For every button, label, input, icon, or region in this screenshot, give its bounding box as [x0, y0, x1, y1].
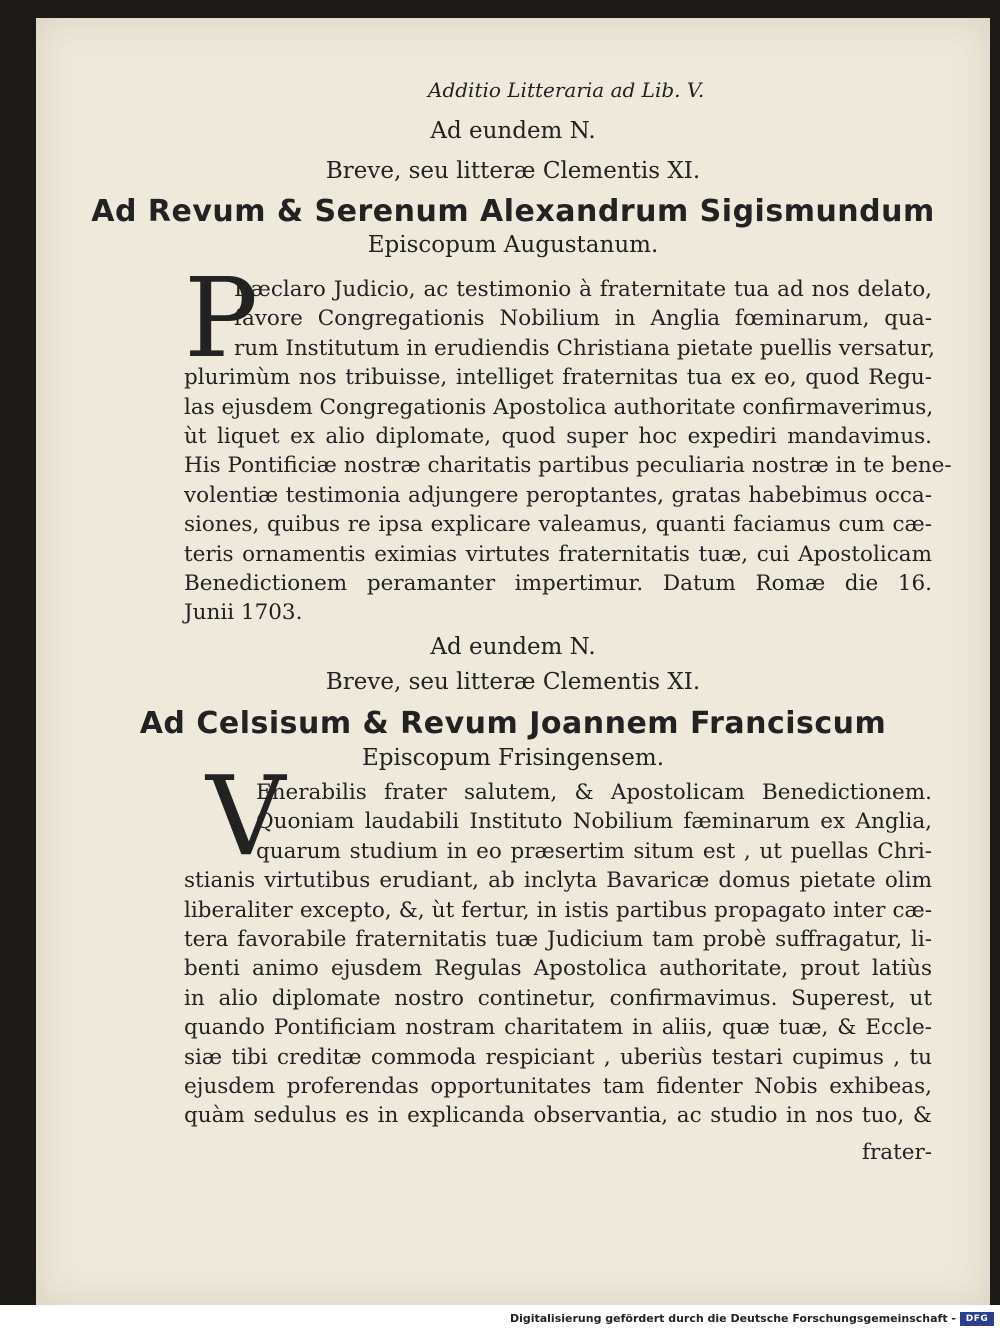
- text-line: volentiæ testimonia adjungere peroptantes, gratas habebimus occa-: [184, 482, 932, 508]
- dfg-logo: DFG: [960, 1312, 994, 1326]
- running-head: Additio Litteraria ad Lib. V.: [428, 78, 705, 102]
- text-line: in alio diplomate nostro continetur, confirmavimus. Superest, ut: [184, 985, 932, 1011]
- text-line: Junii 1703.: [184, 600, 303, 626]
- letter1-dropcap: P: [184, 254, 259, 382]
- text-line: quarum studium in eo præsertim situm est , ut puellas Chri-: [256, 838, 932, 864]
- letter2-body: [184, 778, 932, 1131]
- text-line: His Pontificiæ nostræ charitatis partibus peculiaria nostræ in te bene-: [184, 453, 952, 479]
- text-line: quàm sedulus es in explicanda observantia, ac studio in nos tuo, &: [184, 1103, 932, 1129]
- letter1-office: Episcopum Augustanum.: [367, 232, 659, 258]
- text-line: siones, quibus re ipsa explicare valeamus, quanti faciamus cum cæ-: [184, 512, 932, 538]
- letter1-breve: Breve, seu litteræ Clementis XI.: [325, 158, 701, 184]
- text-line: quando Pontificiam nostram charitatem in aliis, quæ tuæ, & Eccle-: [184, 1015, 932, 1041]
- text-line: tera favorabile fraternitatis tuæ Judicium tam probè suffragatur, li-: [184, 927, 932, 953]
- letter1-addressee: Ad Revum & Serenum Alexandrum Sigismundum: [91, 194, 935, 229]
- letter2-breve: Breve, seu litteræ Clementis XI.: [325, 669, 701, 695]
- letter1-to: Ad eundem N.: [430, 118, 596, 144]
- book-page: [36, 18, 990, 1305]
- text-line: favore Congregationis Nobilium in Anglia fœminarum, qua-: [234, 306, 932, 332]
- text-line: plurimùm nos tribuisse, intelliget fraternitas tua ex eo, quod Regu-: [184, 365, 932, 391]
- text-line: benti animo ejusdem Regulas Apostolica authoritate, prout latiùs: [184, 956, 932, 982]
- text-line: stianis virtutibus erudiant, ab inclyta Bavaricæ domus pietate olim: [184, 868, 932, 894]
- footer-credit: Digitalisierung gefördert durch die Deutsche Forschungsgemeinschaft -: [509, 1312, 956, 1325]
- catchword: frater-: [862, 1140, 932, 1165]
- text-line: Benedictionem peramanter impertimur. Datum Romæ die 16.: [184, 571, 932, 597]
- letter2-office: Episcopum Frisingensem.: [361, 745, 665, 771]
- text-line: rum Institutum in erudiendis Christiana pietate puellis versatur,: [234, 335, 935, 361]
- text-line: Quoniam laudabili Instituto Nobilium fæminarum ex Anglia,: [256, 809, 932, 835]
- text-line: liberaliter excepto, &, ùt fertur, in istis partibus propagato inter cæ-: [184, 897, 932, 923]
- text-line: las ejusdem Congregationis Apostolica authoritate confirmaverimus,: [184, 394, 934, 420]
- footer-bar: [0, 1305, 1000, 1333]
- letter2-addressee: Ad Celsisum & Revum Joannem Franciscum: [139, 706, 887, 741]
- text-line: Enerabilis frater salutem, & Apostolicam Benedictionem.: [256, 780, 932, 805]
- text-line: teris ornamentis eximias virtutes fraternitatis tuæ, cui Apostolicam: [184, 541, 932, 567]
- letter1-body: [184, 275, 952, 628]
- letter2-to: Ad eundem N.: [430, 634, 596, 660]
- text-line: ùt liquet ex alio diplomate, quod super hoc expediri mandavimus.: [184, 424, 932, 450]
- letter2-dropcap: V: [206, 752, 286, 880]
- text-line: ejusdem proferendas opportunitates tam fidenter Nobis exhibeas,: [184, 1074, 932, 1100]
- text-line: siæ tibi creditæ commoda respiciant , uberiùs testari cupimus , tu: [184, 1044, 932, 1070]
- text-line: Ræclaro Judicio, ac testimonio à fraternitate tua ad nos delato,: [234, 277, 932, 302]
